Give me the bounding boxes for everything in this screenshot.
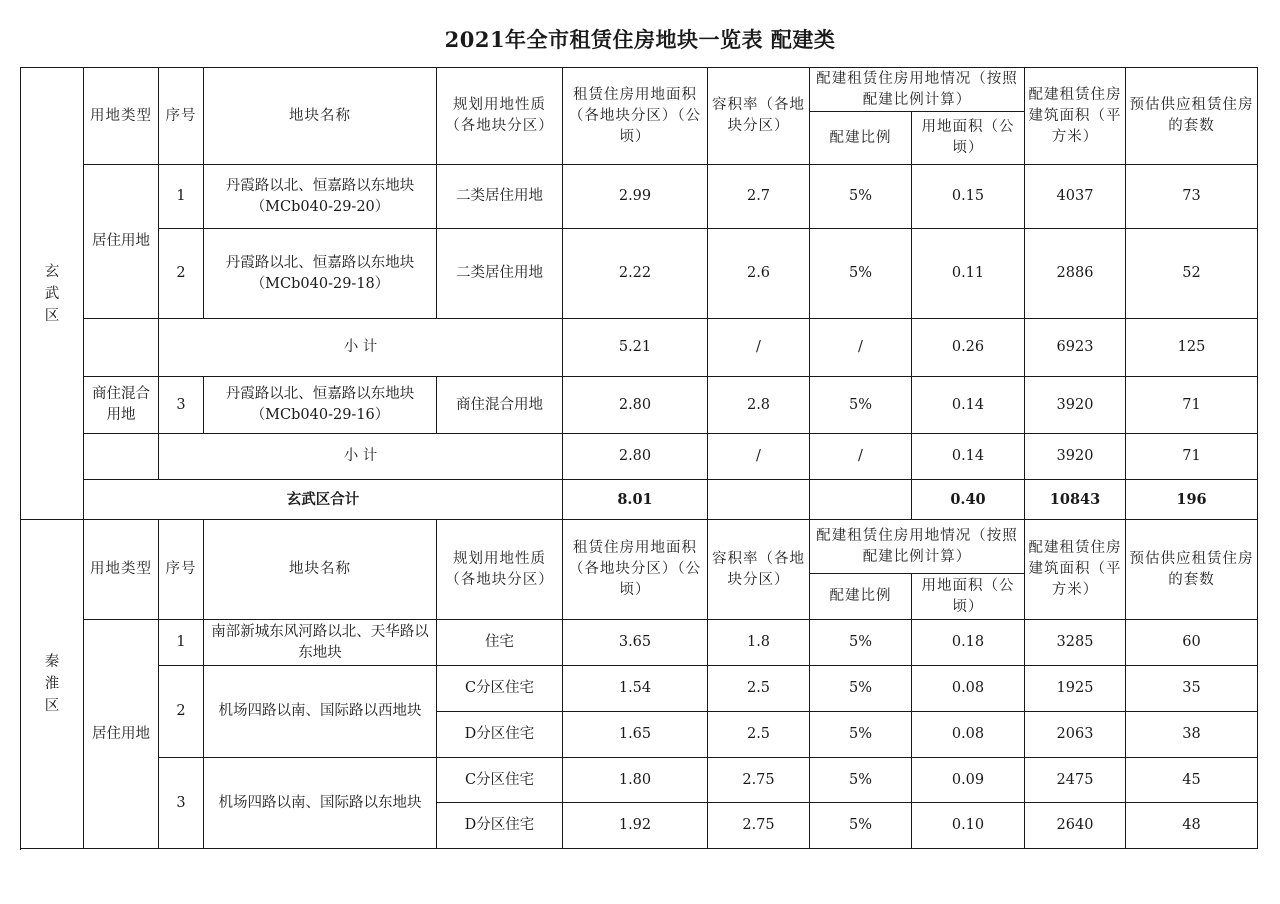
seq-cell: 3: [159, 758, 204, 849]
planned-use-cell: 二类居住用地: [437, 229, 563, 319]
floor-area-cell: 2475: [1025, 758, 1126, 803]
far-cell: 2.8: [708, 377, 810, 434]
alloc-ratio-cell: 5%: [810, 758, 912, 803]
total-row: [21, 480, 1258, 520]
land-area-cell: 0.09: [912, 758, 1025, 803]
table-row: [21, 229, 1258, 319]
land-area-cell: 0.26: [912, 319, 1025, 377]
rental-area-cell: 8.01: [563, 480, 708, 520]
header-parcel-name: 地块名称: [204, 520, 437, 620]
planned-use-cell: 住宅: [437, 620, 563, 666]
units-cell: 196: [1126, 480, 1258, 520]
floor-area-cell: 2640: [1025, 803, 1126, 849]
far-cell: 2.5: [708, 712, 810, 758]
seq-cell: 3: [159, 377, 204, 434]
district-cell-qinhuai: 秦淮区: [21, 520, 84, 849]
planned-use-cell: 商住混合用地: [437, 377, 563, 434]
header-units: 预估供应租赁住房的套数: [1126, 520, 1258, 620]
header-alloc-group: 配建租赁住房用地情况（按照配建比例计算）: [810, 520, 1025, 574]
header-seq: 序号: [159, 68, 204, 165]
subtotal-label: 小 计: [159, 434, 563, 480]
rental-area-cell: 3.65: [563, 620, 708, 666]
units-cell: 38: [1126, 712, 1258, 758]
land-area-cell: 0.40: [912, 480, 1025, 520]
table-row: [21, 377, 1258, 434]
header-planned-use: 规划用地性质（各地块分区）: [437, 520, 563, 620]
floor-area-cell: 2886: [1025, 229, 1126, 319]
rental-area-cell: 1.65: [563, 712, 708, 758]
header-units: 预估供应租赁住房的套数: [1126, 68, 1258, 165]
land-area-cell: 0.18: [912, 620, 1025, 666]
far-cell: 1.8: [708, 620, 810, 666]
subtotal-label: 小 计: [159, 319, 563, 377]
header-land-type: 用地类型: [84, 520, 159, 620]
header-alloc-group: 配建租赁住房用地情况（按照配建比例计算）: [810, 68, 1025, 112]
header-alloc-ratio: 配建比例: [810, 574, 912, 620]
land-area-cell: 0.08: [912, 712, 1025, 758]
far-cell: 2.75: [708, 758, 810, 803]
parcel-name-cell: 机场四路以南、国际路以东地块: [204, 758, 437, 849]
header-seq: 序号: [159, 520, 204, 620]
planned-use-cell: D分区住宅: [437, 803, 563, 849]
empty-cell: [708, 480, 810, 520]
rental-housing-table: [20, 67, 1258, 849]
far-cell: 2.6: [708, 229, 810, 319]
parcel-name-cell: 丹霞路以北、恒嘉路以东地块（MCb040-29-18）: [204, 229, 437, 319]
far-cell: 2.7: [708, 165, 810, 229]
header-parcel-name: 地块名称: [204, 68, 437, 165]
header-row: [21, 68, 1258, 112]
floor-area-cell: 1925: [1025, 666, 1126, 712]
units-cell: 125: [1126, 319, 1258, 377]
units-cell: 48: [1126, 803, 1258, 849]
planned-use-cell: D分区住宅: [437, 712, 563, 758]
parcel-name-cell: 丹霞路以北、恒嘉路以东地块（MCb040-29-20）: [204, 165, 437, 229]
header-far: 容积率（各地块分区）: [708, 520, 810, 620]
floor-area-cell: 4037: [1025, 165, 1126, 229]
page-title: 2021年全市租赁住房地块一览表 配建类: [444, 27, 836, 52]
header-rental-area: 租赁住房用地面积（各地块分区）（公顷）: [563, 520, 708, 620]
far-cell: 2.75: [708, 803, 810, 849]
table-row: [21, 165, 1258, 229]
units-cell: 71: [1126, 377, 1258, 434]
land-type-cell: 商住混合用地: [84, 377, 159, 434]
subtotal-row: [21, 319, 1258, 377]
rental-area-cell: 1.80: [563, 758, 708, 803]
table-row: [21, 758, 1258, 803]
units-cell: 71: [1126, 434, 1258, 480]
total-label: 玄武区合计: [84, 480, 563, 520]
header-row: [21, 520, 1258, 574]
rental-area-cell: 1.92: [563, 803, 708, 849]
far-cell: 2.5: [708, 666, 810, 712]
land-type-cell: 居住用地: [84, 620, 159, 849]
floor-area-cell: 3285: [1025, 620, 1126, 666]
alloc-ratio-cell: 5%: [810, 712, 912, 758]
empty-cell: [84, 319, 159, 377]
rental-area-cell: 5.21: [563, 319, 708, 377]
units-cell: 45: [1126, 758, 1258, 803]
seq-cell: 2: [159, 229, 204, 319]
units-cell: 60: [1126, 620, 1258, 666]
header-rental-area: 租赁住房用地面积（各地块分区）（公顷）: [563, 68, 708, 165]
floor-area-cell: 10843: [1025, 480, 1126, 520]
alloc-ratio-cell: 5%: [810, 165, 912, 229]
rental-area-cell: 2.99: [563, 165, 708, 229]
land-area-cell: 0.14: [912, 434, 1025, 480]
far-cell: /: [708, 319, 810, 377]
district-cell-xuanwu: 玄武区: [21, 68, 84, 520]
header-land-area: 用地面积（公顷）: [912, 574, 1025, 620]
land-type-cell: 居住用地: [84, 165, 159, 319]
planned-use-cell: C分区住宅: [437, 666, 563, 712]
rental-area-cell: 2.80: [563, 377, 708, 434]
floor-area-cell: 3920: [1025, 377, 1126, 434]
header-land-type: 用地类型: [84, 68, 159, 165]
parcel-name-cell: 南部新城东风河路以北、天华路以东地块: [204, 620, 437, 666]
table-row: [21, 620, 1258, 666]
alloc-ratio-cell: 5%: [810, 620, 912, 666]
floor-area-cell: 6923: [1025, 319, 1126, 377]
table-row: [21, 666, 1258, 712]
land-area-cell: 0.11: [912, 229, 1025, 319]
alloc-ratio-cell: /: [810, 434, 912, 480]
header-far: 容积率（各地块分区）: [708, 68, 810, 165]
parcel-name-cell: 丹霞路以北、恒嘉路以东地块（MCb040-29-16）: [204, 377, 437, 434]
header-land-area: 用地面积（公顷）: [912, 112, 1025, 165]
empty-cell: [810, 480, 912, 520]
floor-area-cell: 2063: [1025, 712, 1126, 758]
parcel-name-cell: 机场四路以南、国际路以西地块: [204, 666, 437, 758]
alloc-ratio-cell: 5%: [810, 666, 912, 712]
alloc-ratio-cell: /: [810, 319, 912, 377]
seq-cell: 2: [159, 666, 204, 758]
header-alloc-ratio: 配建比例: [810, 112, 912, 165]
planned-use-cell: C分区住宅: [437, 758, 563, 803]
units-cell: 52: [1126, 229, 1258, 319]
units-cell: 73: [1126, 165, 1258, 229]
units-cell: 35: [1126, 666, 1258, 712]
rental-area-cell: 2.80: [563, 434, 708, 480]
alloc-ratio-cell: 5%: [810, 229, 912, 319]
rental-area-cell: 1.54: [563, 666, 708, 712]
header-floor-area: 配建租赁住房建筑面积（平方米）: [1025, 68, 1126, 165]
planned-use-cell: 二类居住用地: [437, 165, 563, 229]
floor-area-cell: 3920: [1025, 434, 1126, 480]
alloc-ratio-cell: 5%: [810, 803, 912, 849]
header-planned-use: 规划用地性质（各地块分区）: [437, 68, 563, 165]
seq-cell: 1: [159, 165, 204, 229]
land-area-cell: 0.15: [912, 165, 1025, 229]
alloc-ratio-cell: 5%: [810, 377, 912, 434]
land-area-cell: 0.14: [912, 377, 1025, 434]
empty-cell: [84, 434, 159, 480]
rental-area-cell: 2.22: [563, 229, 708, 319]
subtotal-row: [21, 434, 1258, 480]
header-floor-area: 配建租赁住房建筑面积（平方米）: [1025, 520, 1126, 620]
seq-cell: 1: [159, 620, 204, 666]
far-cell: /: [708, 434, 810, 480]
land-area-cell: 0.10: [912, 803, 1025, 849]
land-area-cell: 0.08: [912, 666, 1025, 712]
